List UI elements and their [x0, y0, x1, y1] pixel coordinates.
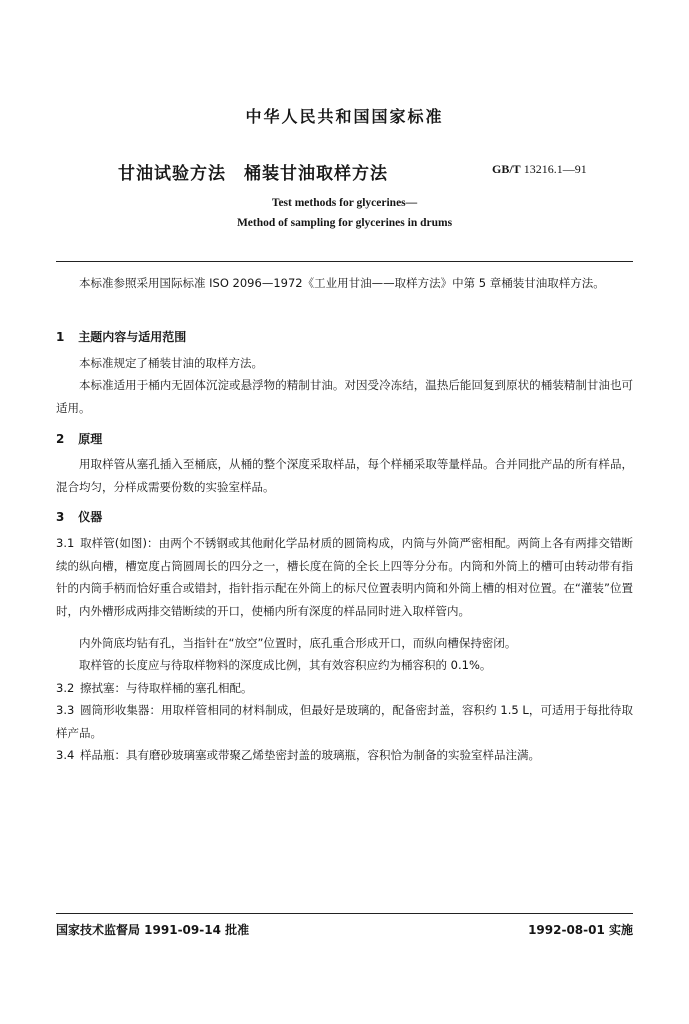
item-3-4 — [56, 744, 633, 767]
document-title-en-line1: Test methods for glycerines— — [271, 197, 418, 209]
section-heading-1 — [56, 328, 186, 345]
item-text: 圆筒形收集器：用取样管相同的材料制成，但最好是玻璃的，配备密封盖，容积约 1.5 L，可适用于每批待取样产品。 — [56, 703, 633, 740]
section-number: 1 — [56, 330, 65, 344]
item-text: 擦拭塞：与待取样桶的塞孔相配。 — [80, 681, 253, 695]
section-number: 3 — [56, 510, 65, 524]
section-heading-3 — [56, 508, 102, 525]
standard-code-number: 13216.1—91 — [523, 162, 587, 176]
item-number: 3.2 — [56, 681, 75, 695]
item-3-2 — [56, 677, 633, 700]
item-number: 3.4 — [56, 748, 75, 762]
standard-name: 中华人民共和国国家标准 — [245, 107, 444, 126]
header-divider — [56, 261, 633, 262]
document-title-en-line2: Method of sampling for glycerines in drums — [236, 217, 453, 229]
item-text: 取样管(如图)：由两个不锈钢或其他耐化学品材质的圆筒构成，内筒与外筒严密相配。两筒上各有两排交错断续的纵向槽，槽宽度占筒圆周长的四分之一，槽长度在筒的全长上四等分分布。内筒和外筒上的槽可由转动带有指针的内筒手柄而恰好重合或错封，指针指示配在外筒上的标尺位置表明内筒和外筒上槽的相对位置。在“灌装”位置时，内外槽形成两排交错断续的开口，使桶内所有深度的样品同时进入取样管内。 — [56, 536, 633, 618]
section-1-paragraph-2: 本标准适用于桶内无固体沉淀或悬浮物的精制甘油。对因受冷冻结，温热后能回复到原状的桶装精制甘油也可适用。 — [56, 378, 633, 415]
section-title: 主题内容与适用范围 — [78, 330, 187, 344]
footer-divider — [56, 913, 633, 914]
section-1-paragraph-1: 本标准规定了桶装甘油的取样方法。 — [79, 356, 263, 370]
item-3-1 — [56, 532, 633, 622]
section-title: 原理 — [78, 432, 103, 446]
document-title-cn: 甘油试验方法 桶装甘油取样方法 — [118, 164, 388, 184]
item-3-1-extra-1: 内外筒底均钻有孔，当指针在“放空”位置时，底孔重合形成开口，而纵向槽保持密闭。 — [79, 636, 517, 650]
item-3-3 — [56, 699, 633, 744]
section-2-paragraph-1: 用取样管从塞孔插入至桶底，从桶的整个深度采取样品，每个样桶采取等量样品。合并同批产品的所有样品，混合均匀，分样成需要份数的实验室样品。 — [56, 457, 633, 494]
standard-code — [492, 162, 587, 177]
section-heading-2 — [56, 430, 102, 447]
approval-date: 国家技术监督局 1991-09-14 批准 — [56, 923, 250, 937]
standard-code-prefix: GB/T — [492, 162, 521, 176]
item-number: 3.3 — [56, 703, 75, 717]
section-title: 仪器 — [78, 510, 103, 524]
item-number: 3.1 — [56, 536, 75, 550]
item-3-1-extra-2: 取样管的长度应与待取样物料的深度成比例，其有效容积应约为桶容积的 0.1%。 — [79, 658, 492, 672]
item-text: 样品瓶：具有磨砂玻璃塞或带聚乙烯垫密封盖的玻璃瓶，容积恰为制备的实验室样品注满。 — [80, 748, 540, 762]
intro-paragraph: 本标准参照采用国际标准 ISO 2096—1972《工业用甘油——取样方法》中第 5 章桶装甘油取样方法。 — [79, 276, 605, 290]
implementation-date: 1992-08-01 实施 — [528, 923, 633, 937]
section-number: 2 — [56, 432, 65, 446]
